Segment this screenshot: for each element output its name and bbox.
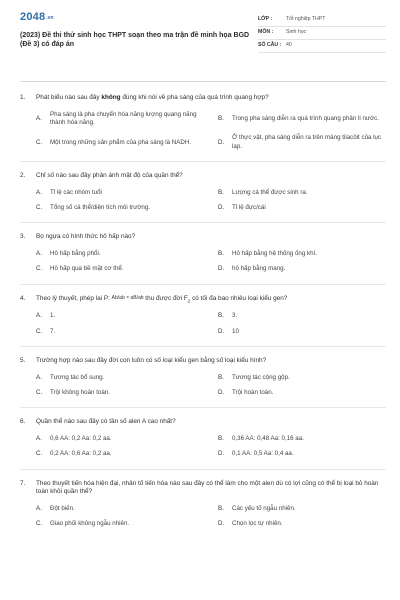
- option-text: Pha sáng là pha chuyển hóa năng lượng quang năng thành hóa năng.: [50, 110, 197, 126]
- option-text: Tổng số cá thể/diện tích môi trường.: [50, 204, 151, 212]
- question-stem: [20, 357, 386, 366]
- option-text: Hô hấp bằng phổi.: [50, 250, 101, 258]
- option-c[interactable]: [36, 134, 204, 151]
- logo-main-text: 2048: [20, 11, 46, 23]
- option-letter: C.: [36, 265, 43, 273]
- option-letter: D.: [218, 138, 225, 146]
- option-letter: C.: [36, 204, 43, 212]
- option-letter: C.: [36, 520, 43, 528]
- option-b[interactable]: [218, 189, 386, 197]
- option-letter: A.: [36, 434, 42, 442]
- question-1: [20, 94, 386, 162]
- option-letter: A.: [36, 188, 42, 196]
- option-letter: B.: [218, 250, 224, 258]
- meta-row-count: [258, 40, 386, 53]
- options-grid: [20, 374, 386, 398]
- options-grid: [20, 435, 386, 459]
- option-d[interactable]: [218, 328, 386, 336]
- question-text: [36, 295, 386, 304]
- question-emphasis: không: [101, 94, 121, 101]
- option-a[interactable]: [36, 189, 204, 197]
- option-c[interactable]: [36, 265, 204, 273]
- question-6: [20, 418, 386, 469]
- brand-logo[interactable]: [20, 11, 252, 23]
- option-a[interactable]: [36, 374, 204, 382]
- question-text-part: đúng khi nói về pha sáng của quá trình quang hợp?: [120, 94, 269, 101]
- option-d[interactable]: [218, 265, 386, 273]
- option-text: Trội hoàn toàn.: [232, 388, 274, 396]
- option-a[interactable]: [36, 505, 204, 513]
- option-letter: B.: [218, 504, 224, 512]
- question-2: [20, 172, 386, 223]
- option-letter: B.: [218, 188, 224, 196]
- option-b[interactable]: [218, 435, 386, 443]
- option-text: Giao phối không ngẫu nhiên.: [50, 520, 130, 528]
- option-letter: B.: [218, 114, 224, 122]
- meta-table: [258, 14, 386, 53]
- option-b[interactable]: [218, 374, 386, 382]
- option-text: Tương tác cộng gộp.: [232, 373, 290, 381]
- option-text: 3.: [232, 312, 238, 320]
- question-list: [20, 94, 386, 539]
- option-text: hô hấp bằng mang.: [232, 265, 286, 273]
- question-text-part: thu được đời F: [143, 294, 188, 302]
- question-7: [20, 480, 386, 539]
- option-b[interactable]: [218, 250, 386, 258]
- option-text: Tỉ lệ đực/cái: [232, 204, 266, 212]
- option-text: 0,1 AA: 0,5 Aa: 0,4 aa.: [232, 450, 294, 458]
- question-4: [20, 295, 386, 347]
- option-c[interactable]: [36, 328, 204, 336]
- option-text: 10: [232, 327, 239, 335]
- option-text: Trội không hoàn toàn.: [50, 388, 110, 396]
- option-letter: B.: [218, 373, 224, 381]
- question-text-part: Phát biểu nào sau đây: [36, 94, 102, 101]
- question-text: Chỉ số nào sau đây phản ánh mật độ của quần thể?: [36, 172, 183, 180]
- question-stem: [20, 418, 386, 427]
- option-text: 1.: [50, 312, 56, 320]
- question-number: 6.: [20, 418, 26, 426]
- options-grid: [20, 111, 386, 151]
- option-d[interactable]: [218, 520, 386, 528]
- option-text: Hô hấp bằng hệ thống ống khí.: [232, 250, 317, 258]
- option-a[interactable]: [36, 111, 204, 128]
- option-text: Tương tác bổ sung.: [50, 373, 105, 381]
- option-letter: C.: [36, 388, 43, 396]
- question-stem: [20, 233, 386, 242]
- options-grid: [20, 189, 386, 213]
- question-text: Quần thể nào sau đây có tần số alen A cao nhất?: [36, 418, 176, 426]
- question-number: 1.: [20, 94, 26, 101]
- option-text: Tỉ lệ các nhóm tuổi: [50, 188, 102, 196]
- page-header: [20, 11, 386, 67]
- question-stem: [20, 295, 386, 304]
- options-grid: [20, 312, 386, 336]
- generation-subscript: 2: [187, 298, 191, 304]
- question-number: 4.: [20, 294, 26, 302]
- question-number: 3.: [20, 233, 26, 241]
- question-text-part: Theo lý thuyết, phép lai P:: [36, 294, 112, 302]
- question-text: Trường hợp nào sau đây đời con luôn có số loại kiểu gen bằng số loại kiểu hình?: [36, 356, 267, 364]
- option-text: Lượng cá thể được sinh ra.: [232, 188, 308, 196]
- option-text: 0,36 AA: 0,48 Aa: 0,16 aa.: [232, 434, 304, 442]
- option-letter: D.: [218, 388, 225, 396]
- option-text: 0,2 AA: 0,6 Aa: 0,2 aa.: [50, 450, 112, 458]
- meta-row-class: [258, 14, 386, 27]
- question-5: [20, 357, 386, 408]
- meta-key: LỚP :: [258, 16, 273, 22]
- option-letter: D.: [218, 520, 225, 528]
- option-letter: A.: [36, 250, 42, 258]
- option-c[interactable]: [36, 450, 204, 458]
- option-letter: C.: [36, 138, 43, 146]
- option-text: Đột biến.: [50, 504, 75, 512]
- option-c[interactable]: [36, 389, 204, 397]
- question-text-part: có tối đa bao nhiêu loại kiểu gen?: [190, 294, 288, 302]
- option-letter: A.: [36, 312, 42, 320]
- option-letter: D.: [218, 265, 225, 273]
- option-d[interactable]: [218, 204, 386, 212]
- header-left: [20, 11, 252, 49]
- question-text: Theo thuyết tiến hóa hiện đại, nhân tố tiến hóa nào sau đây có thể làm cho một alen dù có lợi cũng có thể bị loại bỏ hoàn toàn khỏi quần thể?: [36, 479, 379, 496]
- question-number: 5.: [20, 356, 26, 364]
- option-b[interactable]: [218, 505, 386, 513]
- logo-sub-text: .vn: [46, 15, 54, 22]
- question-text: [36, 94, 386, 103]
- option-d[interactable]: [218, 389, 386, 397]
- question-3: [20, 233, 386, 284]
- question-stem: [20, 480, 386, 497]
- question-number: 7.: [20, 479, 26, 487]
- option-letter: A.: [36, 504, 42, 512]
- meta-key: SỐ CÂU :: [258, 42, 282, 48]
- question-stem: [20, 94, 386, 103]
- option-letter: B.: [218, 312, 224, 320]
- genotype-fraction: Ab/ab × aB/ab: [111, 294, 144, 301]
- option-b[interactable]: [218, 312, 386, 320]
- option-text: 7.: [50, 327, 56, 335]
- option-text: 0,6 AA: 0,2 Aa: 0,2 aa.: [50, 434, 112, 442]
- option-letter: A.: [36, 114, 42, 122]
- option-text: Các yếu tố ngẫu nhiên.: [232, 504, 296, 512]
- option-text: Chọn lọc tự nhiên.: [232, 520, 283, 528]
- option-letter: B.: [218, 434, 224, 442]
- option-a[interactable]: [36, 250, 204, 258]
- option-text: Trong pha sáng diễn ra quá trình quang phân li nước.: [232, 114, 379, 122]
- option-letter: C.: [36, 327, 43, 335]
- option-letter: C.: [36, 450, 43, 458]
- options-grid: [20, 505, 386, 529]
- option-text: Ở thực vật, pha sáng diễn ra trên màng tilacôit của lục lạp.: [232, 134, 382, 150]
- option-a[interactable]: [36, 435, 204, 443]
- meta-value: Sinh học: [286, 29, 307, 35]
- options-grid: [20, 250, 386, 274]
- option-c[interactable]: [36, 520, 204, 528]
- option-letter: A.: [36, 373, 42, 381]
- meta-value: Tốt nghiệp THPT: [286, 16, 326, 22]
- option-b[interactable]: [218, 111, 386, 128]
- meta-row-subject: [258, 27, 386, 40]
- document-title: (2023) Đề thi thử sinh học THPT soạn theo ma trận đề minh họa BGD (Đề 3) có đáp án: [20, 32, 250, 49]
- question-stem: [20, 172, 386, 181]
- option-text: Hô hấp qua bề mặt cơ thể.: [50, 265, 124, 273]
- option-text: Một trong những sản phẩm của pha sáng là NADH.: [50, 138, 192, 146]
- meta-value: 40: [286, 42, 292, 48]
- option-a[interactable]: [36, 312, 204, 320]
- question-text: Bọ ngựa có hình thức hô hấp nào?: [36, 233, 136, 241]
- option-letter: D.: [218, 327, 225, 335]
- option-letter: D.: [218, 450, 225, 458]
- option-d[interactable]: [218, 450, 386, 458]
- option-d[interactable]: [218, 134, 386, 151]
- option-c[interactable]: [36, 204, 204, 212]
- meta-key: MÔN :: [258, 29, 274, 35]
- option-letter: D.: [218, 204, 225, 212]
- header-divider: [20, 81, 386, 82]
- question-number: 2.: [20, 172, 26, 180]
